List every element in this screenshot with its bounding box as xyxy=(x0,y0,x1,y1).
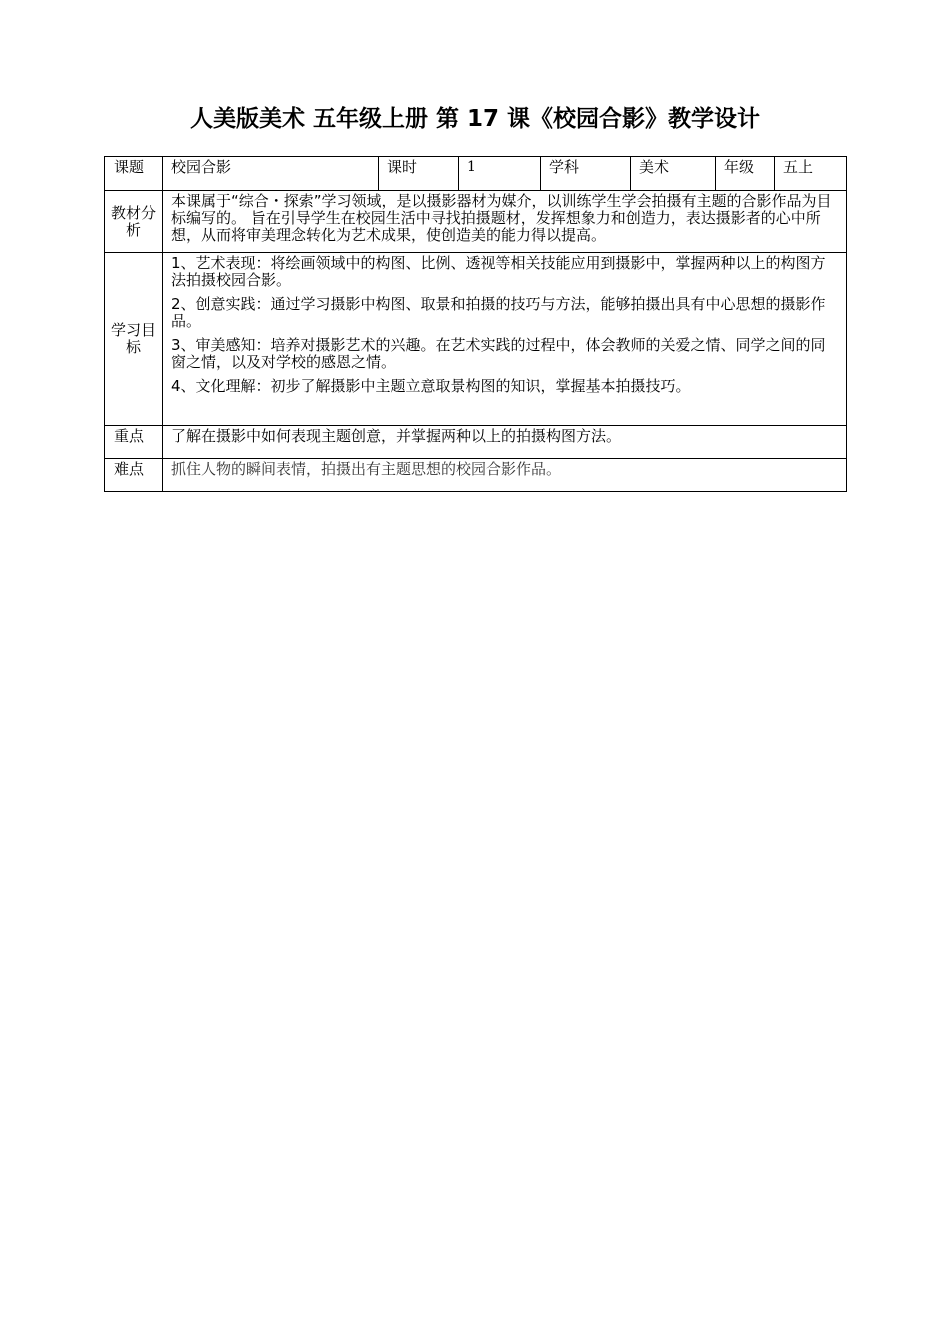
material-analysis-text: 本课属于“综合・探索”学习领域，是以摄影器材为媒介，以训练学生学会拍摄有主题的合影作品为目标编写的。 旨在引导学生在校园生活中寻找拍摄题材，发挥想象力和创造力，表达摄影者的心中所想，从而将审美理念转化为艺术成果，使创造美的能力得以提高。 xyxy=(163,191,847,253)
material-analysis-label-text: 教材分析 xyxy=(110,203,156,239)
topic-label: 课题 xyxy=(105,157,163,191)
goal-item: 1、艺术表现：将绘画领域中的构图、比例、透视等相关技能应用到摄影中，掌握两种以上的构图方法拍摄校园合影。 xyxy=(171,254,826,289)
material-analysis-row xyxy=(105,191,847,253)
lesson-plan-table xyxy=(104,156,847,492)
grade-value: 五上 xyxy=(775,157,847,191)
hours-value: 1 xyxy=(459,157,541,191)
subject-value: 美术 xyxy=(631,157,716,191)
key-point-text: 了解在摄影中如何表现主题创意，并掌握两种以上的拍摄构图方法。 xyxy=(163,426,847,459)
learning-goals-label xyxy=(105,253,163,426)
grade-label: 年级 xyxy=(716,157,775,191)
difficulty-label: 难点 xyxy=(105,459,163,492)
hours-label: 课时 xyxy=(379,157,459,191)
learning-goals-row xyxy=(105,253,847,426)
page-title: 人美版美术 五年级上册 第 17 课《校园合影》教学设计 xyxy=(189,106,761,132)
subject-label: 学科 xyxy=(541,157,631,191)
learning-goals-label-text: 学习目标 xyxy=(110,321,156,356)
material-analysis-label xyxy=(105,191,163,253)
key-point-row xyxy=(105,426,847,459)
difficulty-row xyxy=(105,459,847,492)
learning-goals-list xyxy=(163,253,847,426)
topic-value: 校园合影 xyxy=(163,157,379,191)
key-point-label: 重点 xyxy=(105,426,163,459)
difficulty-text: 抓住人物的瞬间表情，拍摄出有主题思想的校园合影作品。 xyxy=(163,459,847,492)
goal-item: 3、审美感知：培养对摄影艺术的兴趣。在艺术实践的过程中，体会教师的关爱之情、同学之间的同窗之情，以及对学校的感恩之情。 xyxy=(171,336,826,371)
goal-item: 4、文化理解：初步了解摄影中主题立意取景构图的知识，掌握基本拍摄技巧。 xyxy=(171,377,691,395)
header-row xyxy=(105,157,847,191)
goal-item: 2、创意实践：通过学习摄影中构图、取景和拍摄的技巧与方法，能够拍摄出具有中心思想的摄影作品。 xyxy=(171,295,826,330)
